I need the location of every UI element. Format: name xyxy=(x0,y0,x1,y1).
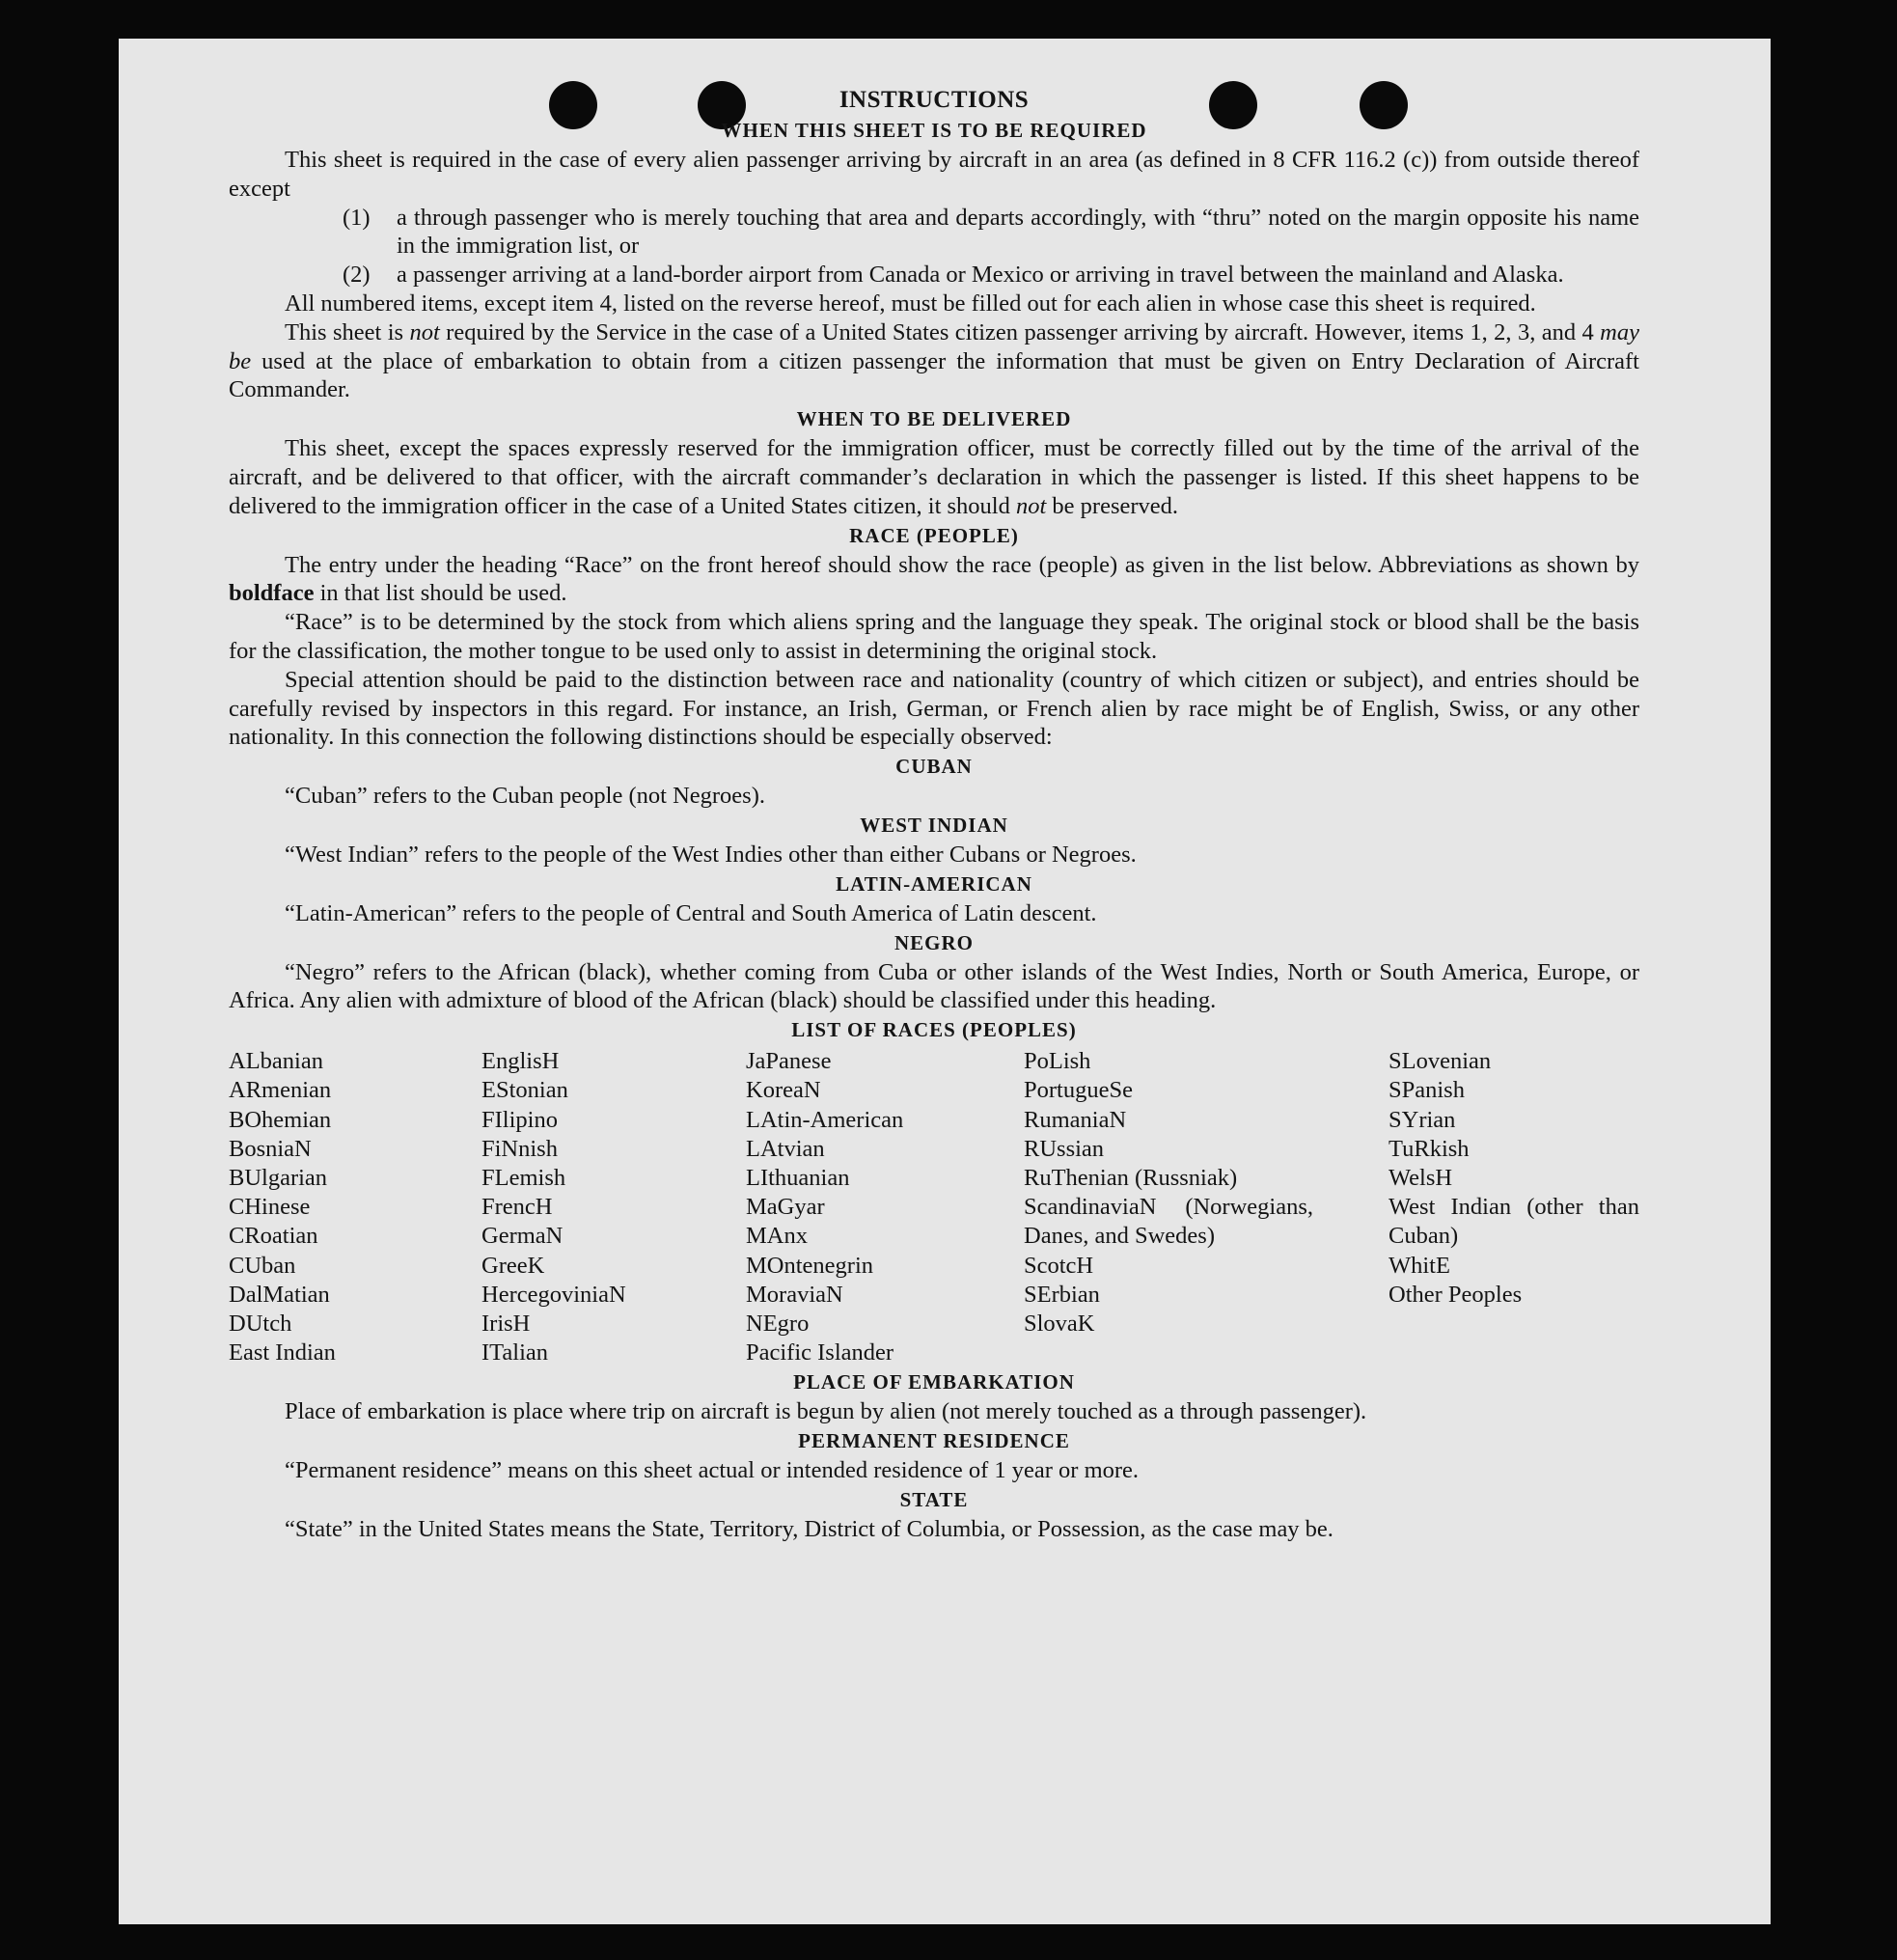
race-entry: IrisH xyxy=(481,1310,531,1337)
race-entry: MaGyar xyxy=(746,1194,825,1221)
race-column xyxy=(746,1047,1024,1367)
section-heading-embarkation: PLACE OF EMBARKATION xyxy=(793,1370,1075,1394)
race-entry: MOntenegrin xyxy=(746,1252,873,1279)
required-paragraph: All numbered items, except item 4, listed on the reverse hereof, must be filled out for each alien in whose case this sheet is required. xyxy=(285,290,1536,317)
race-entry: CUban xyxy=(229,1252,296,1279)
race-entry: CHinese xyxy=(229,1194,311,1221)
exception-item xyxy=(343,261,1639,290)
race-entry: RumaniaN xyxy=(1024,1106,1127,1133)
residence-paragraph: “Permanent residence” means on this sheet actual or intended residence of 1 year or more. xyxy=(285,1457,1140,1484)
race-entry: BUlgarian xyxy=(229,1164,328,1191)
exception-number: (1) xyxy=(343,204,371,231)
race-entry: LIthuanian xyxy=(746,1164,850,1191)
race-entry: SlovaK xyxy=(1024,1310,1095,1337)
race-entry: SYrian xyxy=(1388,1106,1456,1133)
race-entry: BOhemian xyxy=(229,1106,332,1133)
race-entry: MAnx xyxy=(746,1223,808,1250)
race-column xyxy=(481,1047,746,1367)
race-entry: CRoatian xyxy=(229,1223,318,1250)
emphasis-text: may be xyxy=(229,318,1639,374)
text-run: used at the place of embarkation to obtain from a citizen passenger the information that must be given on Entry Declaration of Aircraft Commander. xyxy=(229,347,1639,403)
race-entry: LAtin-American xyxy=(746,1106,904,1133)
race-entry: Pacific Islander xyxy=(746,1339,894,1366)
required-intro: This sheet is required in the case of every alien passenger arriving by aircraft in an area (as defined in 8 CFR 116.2 (c)) from outside thereof except xyxy=(229,147,1639,202)
text-run: be preserved. xyxy=(1046,492,1179,519)
state-paragraph: “State” in the United States means the State, Territory, District of Columbia, or Possession, as the case may be. xyxy=(285,1515,1333,1542)
race-entry: HercegoviniaN xyxy=(481,1281,626,1308)
text-run: required by the Service in the case of a United States citizen passenger arriving by aircraft. However, items 1, 2, 3, and 4 xyxy=(439,318,1601,345)
section-heading-list-of-races: LIST OF RACES (PEOPLES) xyxy=(791,1018,1077,1042)
page-title: INSTRUCTIONS xyxy=(839,87,1030,113)
bleed-through-text xyxy=(177,463,190,488)
race-paragraph: Special attention should be paid to the distinction between race and nationality (country of which citizen or subject), and entries should be carefully revised by inspectors in this regard. For instance, an Irish, German, or French alien by race might be of English, Swiss, or any other nationality. In this connection the following distinctions should be especially observed: xyxy=(229,666,1639,751)
instructions-body xyxy=(229,85,1639,1544)
section-heading-cuban: CUBAN xyxy=(895,755,973,779)
race-entry: FLemish xyxy=(481,1164,566,1191)
race-entry: ITalian xyxy=(481,1339,549,1366)
race-entry: Other Peoples xyxy=(1388,1281,1523,1308)
cuban-paragraph: “Cuban” refers to the Cuban people (not Negroes). xyxy=(285,783,765,810)
delivered-paragraph xyxy=(229,434,1639,520)
race-entry: RuThenian (Russniak) xyxy=(1024,1164,1238,1191)
section-heading-race: RACE (PEOPLE) xyxy=(849,523,1019,547)
race-entry: DalMatian xyxy=(229,1281,330,1308)
section-heading-required: WHEN THIS SHEET IS TO BE REQUIRED xyxy=(721,119,1147,142)
race-entry: RUssian xyxy=(1024,1135,1105,1162)
section-heading-state: STATE xyxy=(899,1487,969,1511)
race-entry: West Indian (other than Cuban) xyxy=(1388,1194,1639,1250)
negro-paragraph: “Negro” refers to the African (black), whether coming from Cuba or other islands of the West Indies, North or South America, Europe, or Africa. Any alien with admixture of blood of the African (black) should be classified under this heading. xyxy=(229,958,1639,1014)
race-entry: SLovenian xyxy=(1388,1048,1492,1075)
emphasis-text: not xyxy=(1015,492,1047,519)
race-column xyxy=(1024,1047,1388,1367)
latin-american-paragraph: “Latin-American” refers to the people of Central and South America of Latin descent. xyxy=(285,899,1097,926)
race-entry: GreeK xyxy=(481,1252,545,1279)
text-run: in that list should be used. xyxy=(314,580,567,607)
race-entry: FrencH xyxy=(481,1194,553,1221)
race-list xyxy=(229,1047,1639,1367)
race-entry: PoLish xyxy=(1024,1048,1091,1075)
race-entry: TuRkish xyxy=(1388,1135,1470,1162)
race-entry: ScandinaviaN (Norwegians, Danes, and Swedes) xyxy=(1024,1194,1313,1250)
west-indian-paragraph: “West Indian” refers to the people of the West Indies other than either Cubans or Negroes. xyxy=(285,841,1137,868)
race-entry: EStonian xyxy=(481,1077,568,1104)
race-entry: SPanish xyxy=(1388,1077,1465,1104)
race-entry: MoraviaN xyxy=(746,1281,843,1308)
race-entry: ARmenian xyxy=(229,1077,332,1104)
section-heading-residence: PERMANENT RESIDENCE xyxy=(798,1429,1070,1453)
race-paragraph: “Race” is to be determined by the stock from which aliens spring and the language they speak. The original stock or blood shall be the basis for the classification, the mother tongue to be used only to assist in determining the original stock. xyxy=(229,609,1639,664)
race-entry: ALbanian xyxy=(229,1048,323,1075)
exception-text: a through passenger who is merely touching that area and departs accordingly, with “thru” noted on the margin opposite his name in the immigration list, or xyxy=(397,204,1639,260)
race-entry: LAtvian xyxy=(746,1135,825,1162)
race-entry: ScotcH xyxy=(1024,1252,1094,1279)
race-entry: DUtch xyxy=(229,1310,292,1337)
race-entry: FiNnish xyxy=(481,1135,558,1162)
bold-text: boldface xyxy=(229,580,315,607)
race-entry: KoreaN xyxy=(746,1077,821,1104)
race-entry: NEgro xyxy=(746,1310,810,1337)
race-column xyxy=(1388,1047,1639,1367)
citizen-paragraph xyxy=(229,318,1639,404)
race-entry: BosniaN xyxy=(229,1135,312,1162)
race-entry: East Indian xyxy=(229,1339,336,1366)
section-heading-west-indian: WEST INDIAN xyxy=(860,813,1008,837)
document-page xyxy=(119,39,1771,1924)
race-entry: GermaN xyxy=(481,1223,564,1250)
race-entry: EnglisH xyxy=(481,1048,560,1075)
text-run: This sheet, except the spaces expressly reserved for the immigration officer, must be correctly filled out by the time of the arrival of the aircraft, and be delivered to that officer, with the aircraft commander’s declaration in which the passenger is listed. If this sheet happens to be delivered to the immigration officer in the case of a United States citizen, it should xyxy=(229,435,1639,519)
race-entry: FIlipino xyxy=(481,1106,558,1133)
race-entry: JaPanese xyxy=(746,1048,832,1075)
exception-item xyxy=(343,204,1639,262)
race-entry: PortugueSe xyxy=(1024,1077,1133,1104)
text-run: The entry under the heading “Race” on the front hereof should show the race (people) as given in the list below. Abbreviations as shown by xyxy=(285,551,1639,578)
race-entry: WhitE xyxy=(1388,1252,1450,1279)
emphasis-text: not xyxy=(409,318,440,345)
race-entry: SErbian xyxy=(1024,1281,1100,1308)
race-column xyxy=(229,1047,481,1367)
section-heading-delivered: WHEN TO BE DELIVERED xyxy=(796,407,1072,431)
race-entry: WelsH xyxy=(1388,1164,1453,1191)
exception-text: a passenger arriving at a land-border airport from Canada or Mexico or arriving in travel between the mainland and Alaska. xyxy=(397,262,1564,289)
exception-number: (2) xyxy=(343,262,371,289)
section-heading-negro: NEGRO xyxy=(894,930,974,954)
section-heading-latin-american: LATIN-AMERICAN xyxy=(836,871,1032,896)
embarkation-paragraph: Place of embarkation is place where trip on aircraft is begun by alien (not merely touched as a through passenger). xyxy=(285,1398,1367,1425)
race-paragraph xyxy=(229,551,1639,609)
text-run: This sheet is xyxy=(285,318,410,345)
